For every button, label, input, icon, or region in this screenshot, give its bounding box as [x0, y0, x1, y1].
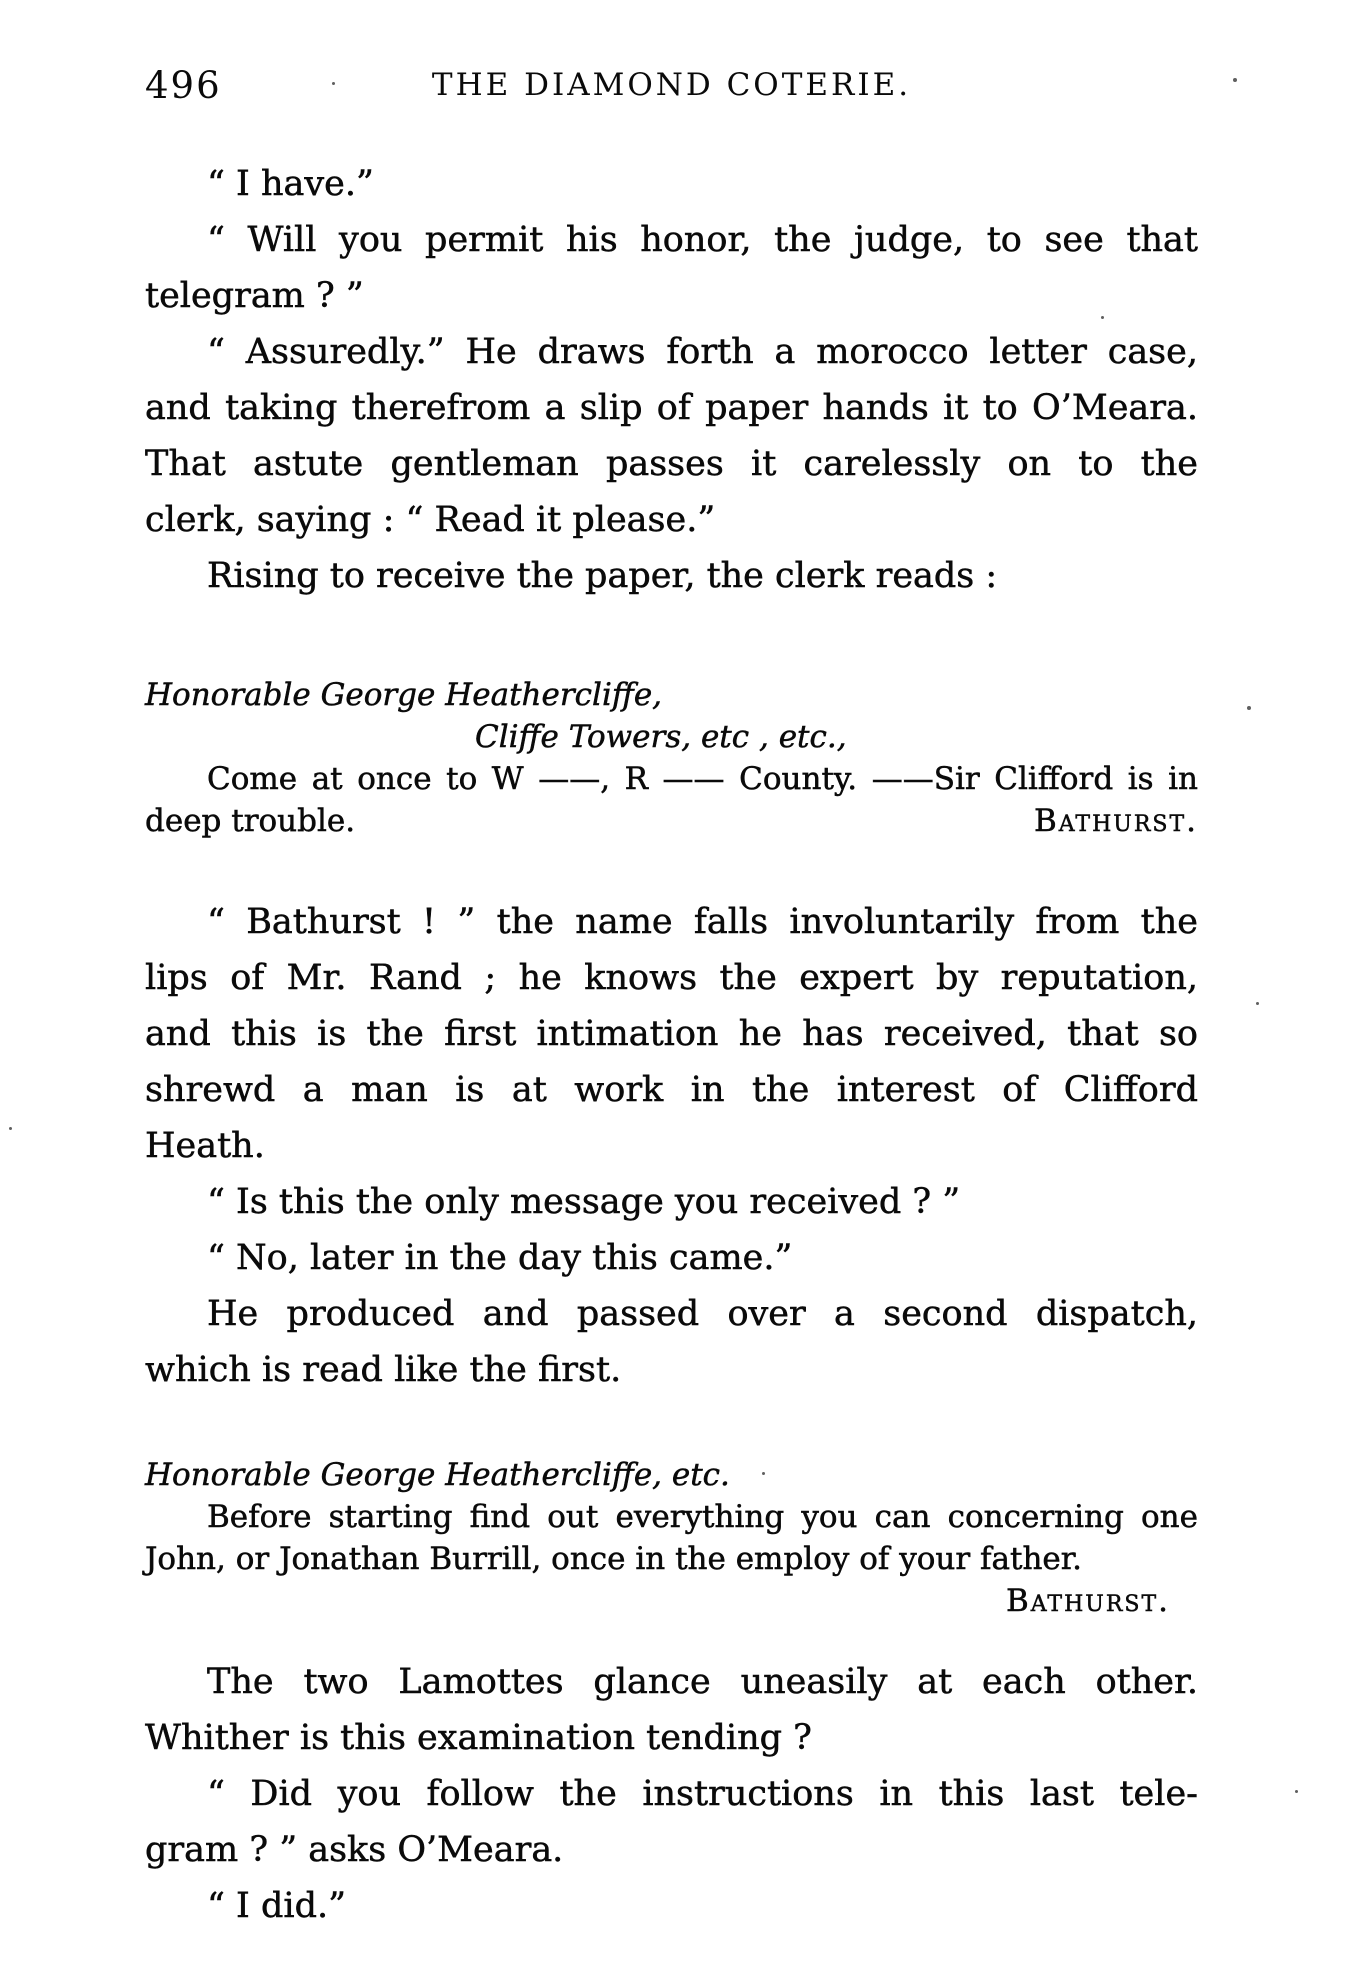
scan-speck	[1295, 1790, 1298, 1793]
telegram-signature: Bathurst.	[1005, 1583, 1170, 1619]
text-line: “ I did.”	[207, 1886, 346, 1926]
telegram-body-line: Come at once to W ——, R —— County. ——Sir Clifford is in	[207, 761, 1198, 797]
text-line: “ I have.”	[207, 164, 374, 204]
telegram-body-line: John, or Jonathan Burrill, once in the employ of your father.	[145, 1541, 1083, 1577]
paragraph-block-2	[145, 894, 1198, 1398]
running-title: THE DIAMOND COTERIE.	[431, 67, 912, 103]
telegram-signature-line	[145, 1580, 1198, 1622]
scan-speck	[1233, 78, 1237, 82]
telegram-addressee: Honorable George Heathercliffe, etc.	[145, 1457, 730, 1493]
telegram-addressee: Honorable George Heathercliffe,	[145, 677, 663, 713]
text-line: “ Will you permit his honor, the judge, to see that	[207, 220, 1198, 260]
text-line: and this is the first intimation he has received, that so	[145, 1014, 1198, 1054]
scan-speck	[1101, 316, 1104, 319]
text-line: and taking therefrom a slip of paper hands it to O’Meara.	[145, 388, 1198, 428]
scan-speck	[762, 1472, 765, 1475]
page-header	[145, 64, 1198, 106]
telegram-1	[145, 674, 1198, 842]
text-line: The two Lamottes glance uneasily at each other.	[207, 1662, 1198, 1702]
text-line: gram ? ” asks O’Meara.	[145, 1830, 564, 1870]
telegram-2	[145, 1454, 1198, 1622]
scan-speck	[1256, 1002, 1259, 1005]
scan-speck	[9, 1127, 12, 1130]
text-line: Heath.	[145, 1126, 265, 1166]
text-line: shrewd a man is at work in the interest of Clifford	[145, 1070, 1198, 1110]
scan-speck	[332, 82, 335, 85]
text-line: That astute gentleman passes it carelessly on to the	[145, 444, 1198, 484]
page-text	[145, 156, 1198, 1934]
text-line: Whither is this examination tending ?	[145, 1718, 812, 1758]
text-line: “ No, later in the day this came.”	[207, 1238, 793, 1278]
text-line: “ Bathurst ! ” the name falls involuntarily from the	[207, 902, 1198, 942]
text-line: “ Is this the only message you received ? ”	[207, 1182, 961, 1222]
page-number: 496	[145, 64, 222, 107]
text-line: Rising to receive the paper, the clerk reads :	[207, 556, 998, 596]
book-page	[0, 64, 1354, 1982]
telegram-body-line: deep trouble.	[145, 803, 356, 839]
text-line: “ Did you follow the instructions in this last tele-	[207, 1774, 1198, 1814]
text-line: lips of Mr. Rand ; he knows the expert by reputation,	[145, 958, 1198, 998]
text-line: telegram ? ”	[145, 276, 364, 316]
telegram-address: Cliffe Towers, etc , etc.,	[475, 719, 847, 755]
paragraph-block-3	[145, 1654, 1198, 1934]
telegram-signature-line	[145, 800, 1198, 842]
telegram-body-line: Before starting find out everything you can concerning one	[207, 1499, 1198, 1535]
telegram-signature: Bathurst.	[1033, 803, 1198, 839]
text-line: He produced and passed over a second dispatch,	[207, 1294, 1198, 1334]
paragraph-block-1	[145, 156, 1198, 604]
text-line: which is read like the first.	[145, 1350, 622, 1390]
text-line: clerk, saying : “ Read it please.”	[145, 500, 716, 540]
scan-speck	[1247, 706, 1251, 710]
text-line: “ Assuredly.” He draws forth a morocco letter case,	[207, 332, 1198, 372]
